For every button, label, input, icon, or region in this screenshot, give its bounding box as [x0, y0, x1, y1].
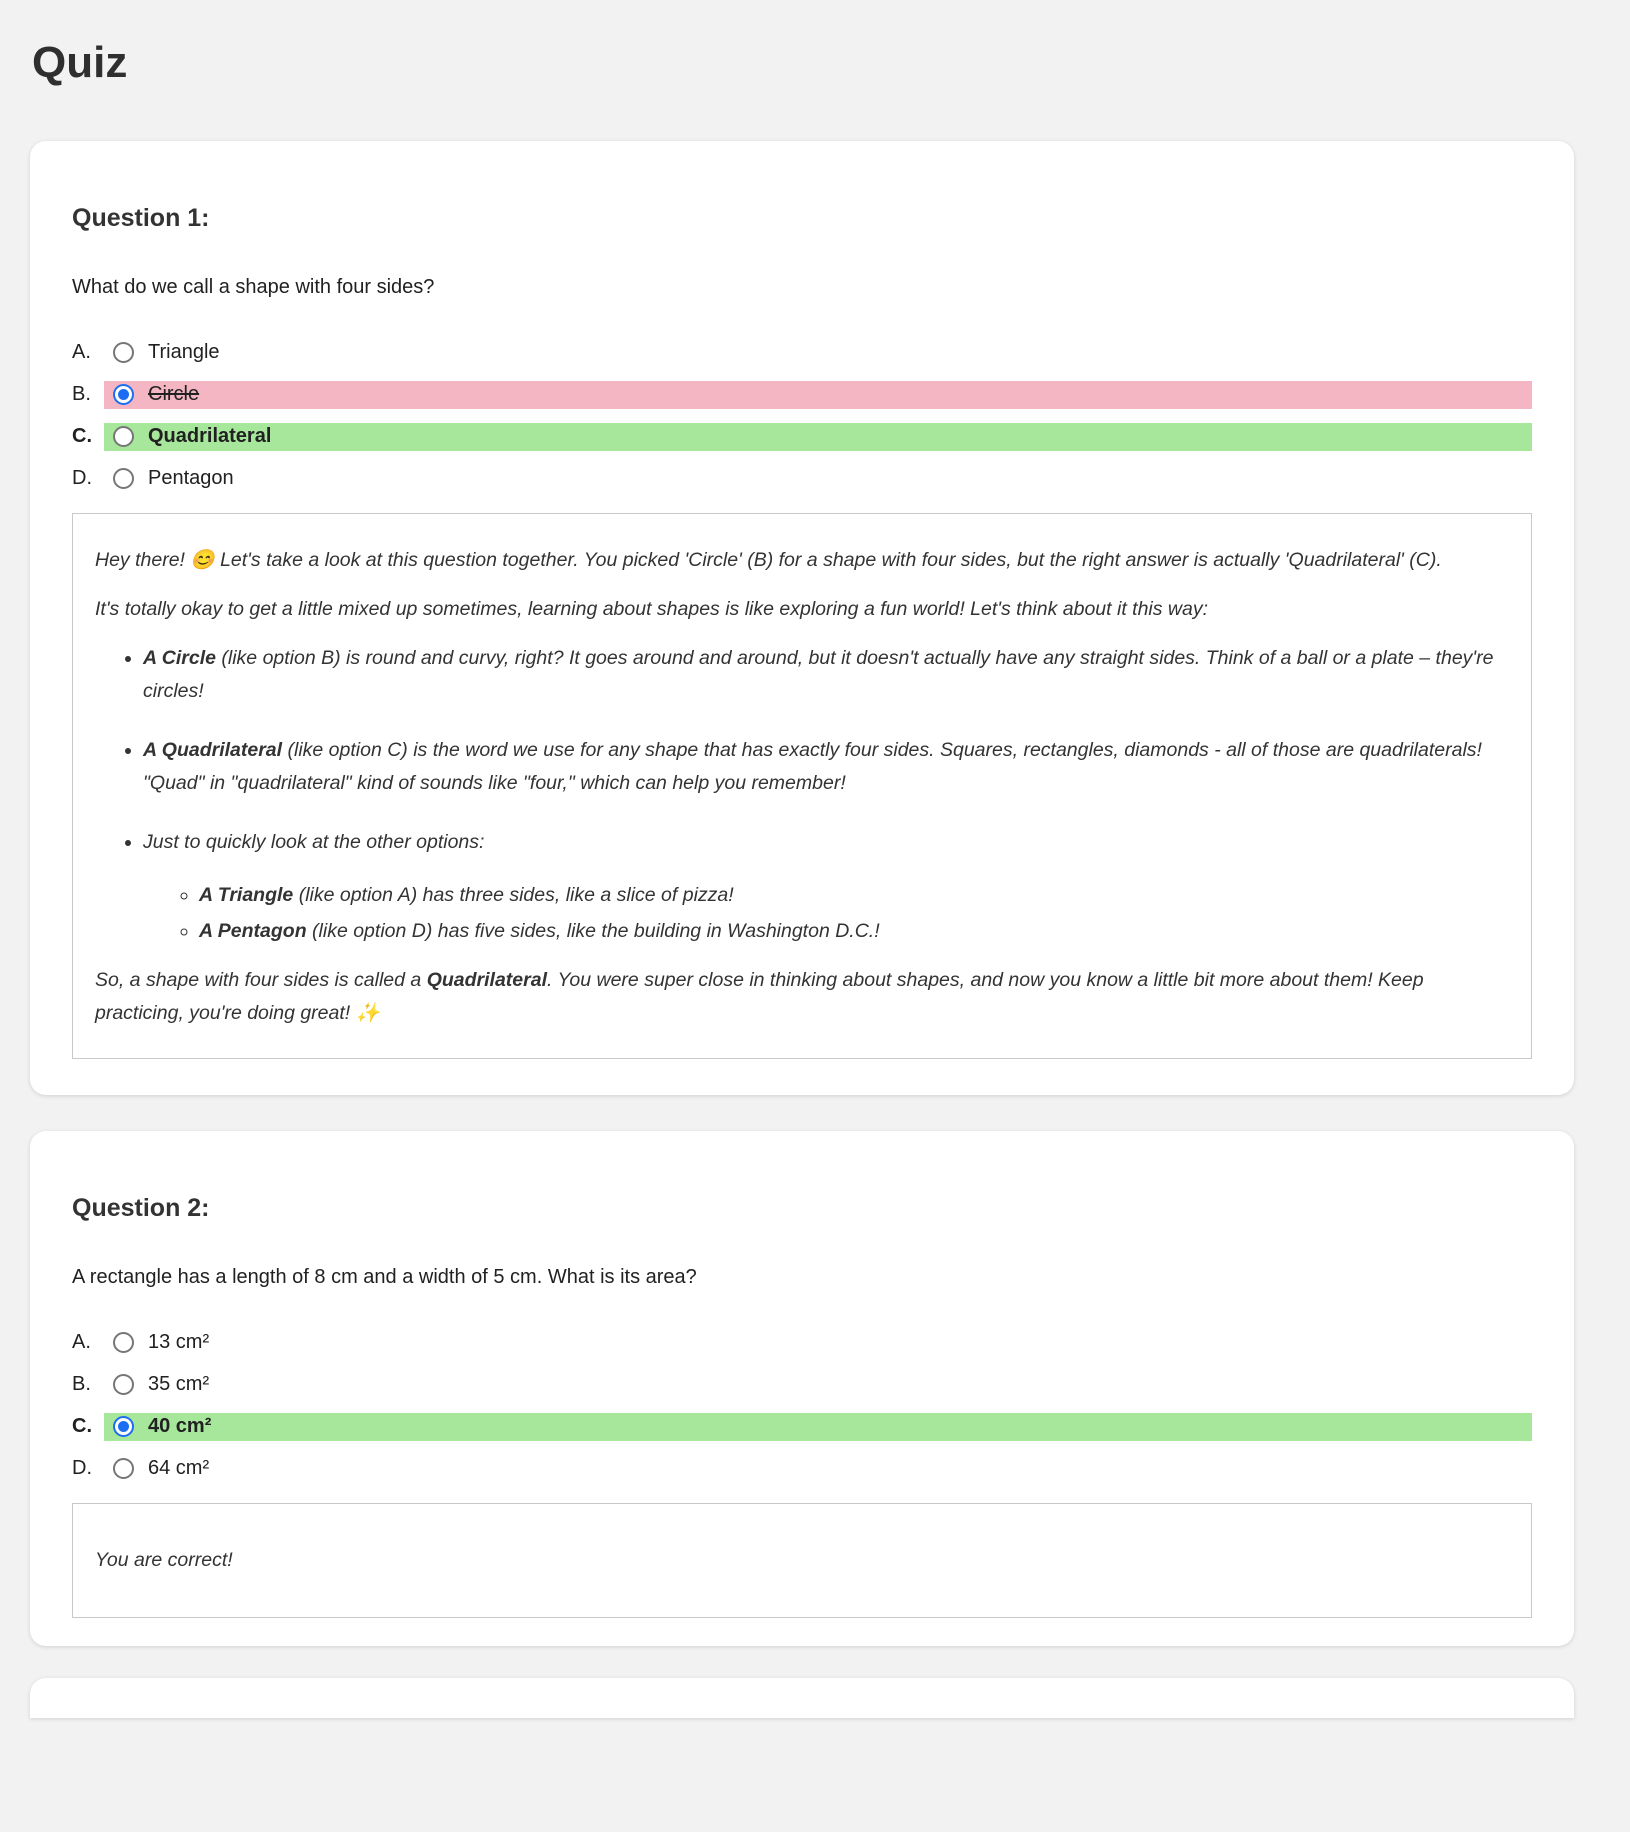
question-3-card-partial [30, 1678, 1574, 1718]
option-letter: A. [72, 341, 91, 364]
option-label[interactable]: Quadrilateral [148, 425, 272, 448]
option-letter: A. [72, 1331, 91, 1354]
question-1-heading: Question 1: [72, 203, 210, 232]
option-body[interactable] [104, 339, 1532, 367]
radio-button-unchecked[interactable] [113, 426, 134, 447]
option-body[interactable] [104, 465, 1532, 493]
question-2-card [30, 1131, 1574, 1646]
radio-button-unchecked[interactable] [113, 1458, 134, 1479]
option-body-incorrect-selected[interactable] [104, 381, 1532, 409]
feedback-box-question-2 [72, 1503, 1532, 1618]
feedback-paragraph: You are correct! [95, 1548, 233, 1571]
question-2-heading: Question 2: [72, 1193, 210, 1222]
option-row-d [72, 1455, 1532, 1483]
question-1-text: What do we call a shape with four sides? [72, 275, 435, 298]
feedback-bullet: • A Circle (like option B) is round and curvy, right? It goes around and around, but it doesn't actually have any straight sides. Think of a ball or a plate – they're circles! [143, 642, 1509, 708]
question-1-options [72, 339, 1532, 493]
feedback-bullet: • A Quadrilateral (like option C) is the word we use for any shape that has exactly four sides. Squares, rectangles, diamonds - all of those are quadrilaterals! "Quad" in "quadrilateral" kind of sounds like "four," which can help you remember! [143, 734, 1509, 800]
option-label[interactable]: Circle [148, 383, 200, 406]
option-row-a [72, 1329, 1532, 1357]
feedback-paragraph: Hey there! 😊 Let's take a look at this question together. You picked 'Circle' (B) for a shape with four sides, but the right answer is actually 'Quadrilateral' (C). [95, 548, 1442, 571]
option-row-d [72, 465, 1532, 493]
option-label[interactable]: 40 cm² [148, 1415, 212, 1438]
feedback-bullet: • Just to quickly look at the other options: ◦ A Triangle (like option A) has three sides, like a slice of pizza! ◦ A Pentagon (like option D) has five sides, like the building in Washington D.C.! [143, 826, 1509, 948]
feedback-paragraph: It's totally okay to get a little mixed up sometimes, learning about shapes is like exploring a fun world! Let's think about it this way: [95, 597, 1209, 620]
radio-button-unchecked[interactable] [113, 342, 134, 363]
feedback-bullet-list [95, 642, 1509, 948]
option-body[interactable] [104, 1371, 1532, 1399]
option-row-c [72, 1413, 1532, 1441]
option-label[interactable]: 35 cm² [148, 1373, 210, 1396]
option-label[interactable]: Pentagon [148, 467, 234, 490]
radio-button-unchecked[interactable] [113, 468, 134, 489]
feedback-sub-bullet-list [143, 879, 1509, 948]
option-body[interactable] [104, 1455, 1532, 1483]
option-letter: D. [72, 467, 92, 490]
option-row-a [72, 339, 1532, 367]
feedback-sub-bullet: ◦ A Pentagon (like option D) has five sides, like the building in Washington D.C.! [199, 915, 1509, 948]
feedback-paragraph: So, a shape with four sides is called a Quadrilateral. You were super close in thinking about shapes, and now you know a little bit more about them! Keep practicing, you're doing great! ✨ [95, 968, 1424, 1024]
question-2-options [72, 1329, 1532, 1483]
option-letter: C. [72, 1415, 92, 1438]
option-letter: B. [72, 383, 91, 406]
feedback-sub-bullet: ◦ A Triangle (like option A) has three sides, like a slice of pizza! [199, 879, 1509, 912]
option-letter: D. [72, 1457, 92, 1480]
page-title: Quiz [32, 38, 128, 87]
option-row-c [72, 423, 1532, 451]
option-label[interactable]: 64 cm² [148, 1457, 210, 1480]
option-row-b [72, 1371, 1532, 1399]
option-body[interactable] [104, 1329, 1532, 1357]
question-2-text: A rectangle has a length of 8 cm and a width of 5 cm. What is its area? [72, 1265, 697, 1288]
option-body-correct-selected[interactable] [104, 1413, 1532, 1441]
option-label[interactable]: 13 cm² [148, 1331, 210, 1354]
option-letter: C. [72, 425, 92, 448]
option-letter: B. [72, 1373, 91, 1396]
radio-button-unchecked[interactable] [113, 1374, 134, 1395]
radio-button-unchecked[interactable] [113, 1332, 134, 1353]
option-body-correct-answer[interactable] [104, 423, 1532, 451]
radio-button-checked[interactable] [113, 384, 134, 405]
option-row-b [72, 381, 1532, 409]
option-label[interactable]: Triangle [148, 341, 220, 364]
question-1-card [30, 141, 1574, 1095]
feedback-box-question-1 [72, 513, 1532, 1059]
radio-button-checked[interactable] [113, 1416, 134, 1437]
